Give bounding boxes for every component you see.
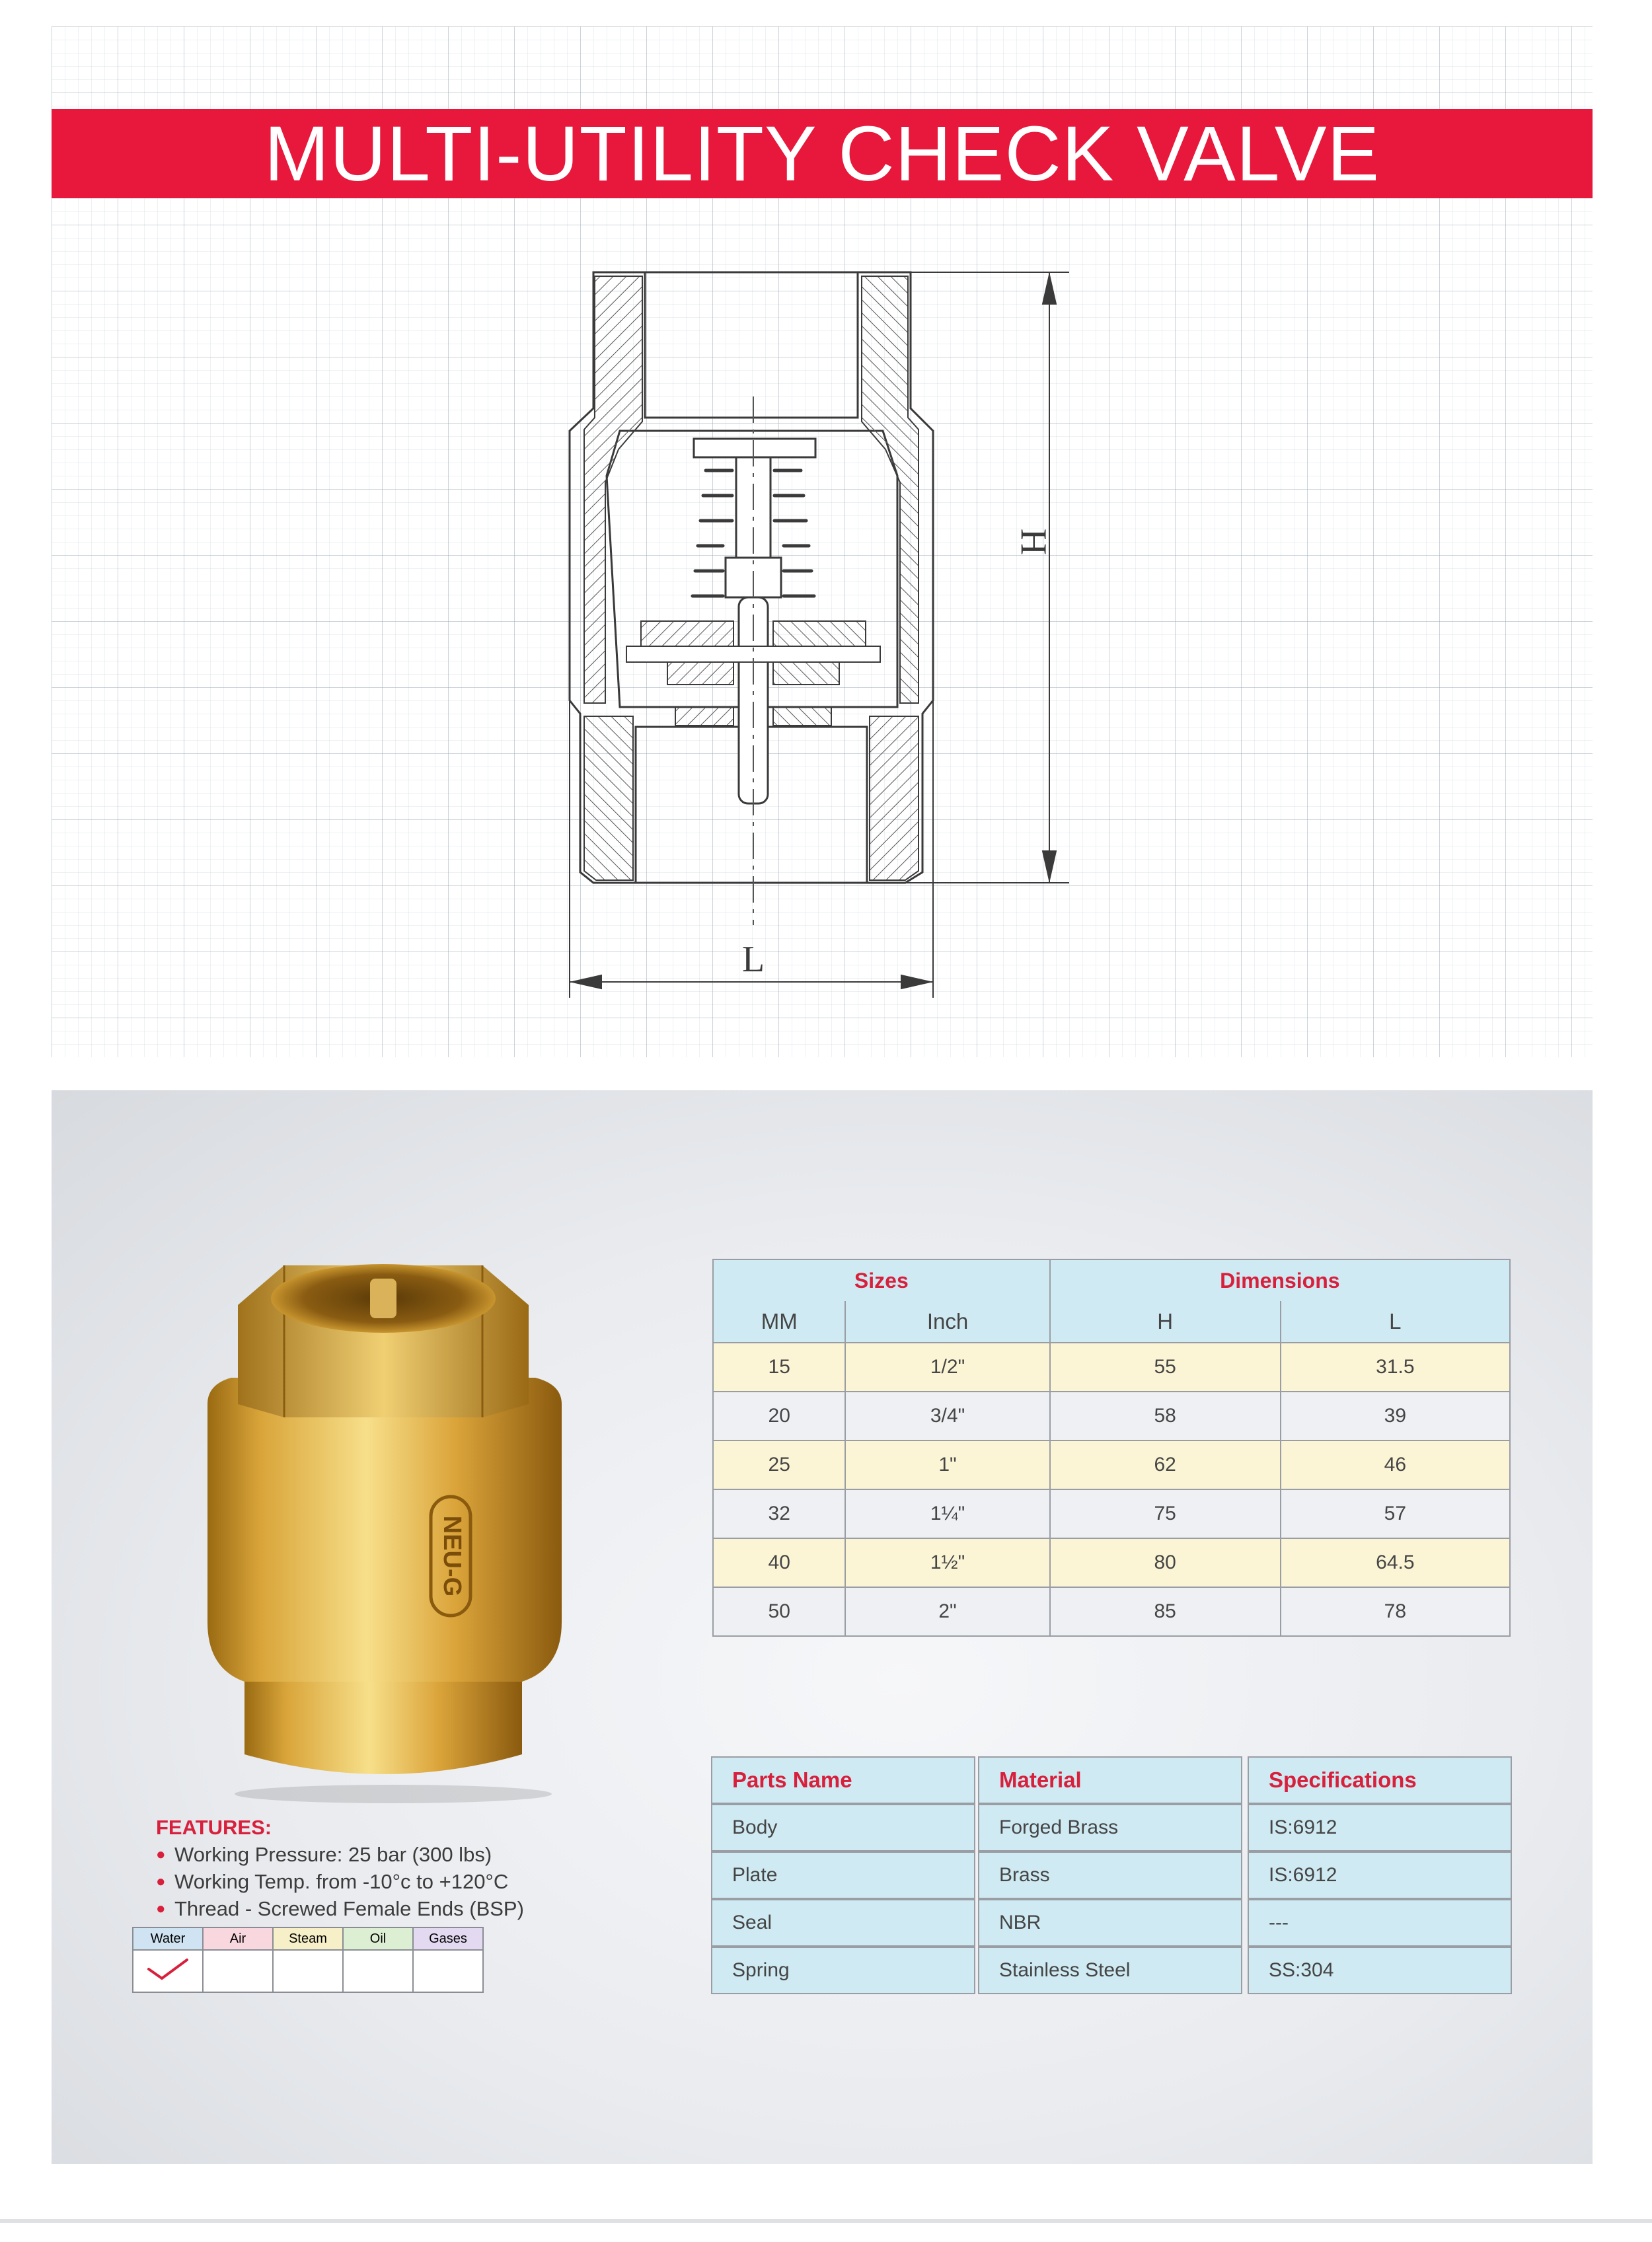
media-gases: Gases [413, 1927, 483, 1950]
cell-material: Forged Brass [978, 1804, 1242, 1851]
cell-spec: --- [1248, 1899, 1512, 1947]
bullet-icon: ● [156, 1873, 166, 1890]
media-gases-cell [413, 1950, 483, 1992]
cell-material: NBR [978, 1899, 1242, 1947]
check-mark-icon [145, 1956, 191, 1982]
table-row [713, 1538, 1510, 1587]
column-header-l: L [1281, 1301, 1510, 1343]
feature-item [156, 1869, 524, 1896]
cell-inch: 1/2" [845, 1343, 1049, 1392]
material-column [978, 1756, 1242, 1999]
table-row [713, 1440, 1510, 1489]
feature-text: Working Pressure: 25 bar (300 lbs) [174, 1843, 492, 1866]
features-title: FEATURES: [156, 1816, 272, 1839]
cell-mm: 50 [713, 1587, 845, 1636]
feature-text: Thread - Screwed Female Ends (BSP) [174, 1897, 524, 1920]
media-steam-cell [273, 1950, 343, 1992]
cell-material: Brass [978, 1851, 1242, 1899]
sizes-header: Sizes [713, 1259, 1050, 1301]
brass-valve-photo [192, 1252, 582, 1807]
dimension-h-label: H [1013, 528, 1054, 556]
bullet-icon: ● [156, 1900, 166, 1918]
specifications-column [1248, 1756, 1512, 1999]
cell-l: 39 [1281, 1392, 1510, 1440]
table-row [713, 1587, 1510, 1636]
media-water-cell [133, 1950, 203, 1992]
cell-part: Plate [711, 1851, 975, 1899]
table-row [713, 1343, 1510, 1392]
dimensions-header: Dimensions [1050, 1259, 1510, 1301]
cell-spec: IS:6912 [1248, 1851, 1512, 1899]
column-header-h: H [1050, 1301, 1281, 1343]
cell-h: 80 [1050, 1538, 1281, 1587]
media-steam: Steam [273, 1927, 343, 1950]
cell-mm: 40 [713, 1538, 845, 1587]
features-block [156, 1816, 524, 1924]
media-water: Water [133, 1927, 203, 1950]
cell-l: 64.5 [1281, 1538, 1510, 1587]
page-bottom-edge [0, 2219, 1652, 2223]
parts-name-column [711, 1756, 975, 1999]
cell-inch: 3/4" [845, 1392, 1049, 1440]
cell-part: Seal [711, 1899, 975, 1947]
cell-l: 46 [1281, 1440, 1510, 1489]
cell-inch: 2" [845, 1587, 1049, 1636]
parts-table [711, 1756, 1512, 1999]
cell-mm: 20 [713, 1392, 845, 1440]
column-header-specifications: Specifications [1248, 1756, 1512, 1804]
cell-spec: IS:6912 [1248, 1804, 1512, 1851]
cell-spec: SS:304 [1248, 1947, 1512, 1994]
cell-part: Spring [711, 1947, 975, 1994]
column-header-parts-name: Parts Name [711, 1756, 975, 1804]
table-row [713, 1489, 1510, 1538]
cell-l: 31.5 [1281, 1343, 1510, 1392]
feature-item [156, 1896, 524, 1924]
page-title: MULTI-UTILITY CHECK VALVE [264, 110, 1380, 198]
column-header-inch: Inch [845, 1301, 1049, 1343]
cell-inch: 1½" [845, 1538, 1049, 1587]
media-air-cell [203, 1950, 273, 1992]
cell-h: 55 [1050, 1343, 1281, 1392]
column-header-mm: MM [713, 1301, 845, 1343]
cell-h: 58 [1050, 1392, 1281, 1440]
cell-l: 78 [1281, 1587, 1510, 1636]
media-air: Air [203, 1927, 273, 1950]
media-oil-cell [343, 1950, 413, 1992]
brand-mark: NEU-G [437, 1515, 466, 1597]
dimensions-table [712, 1259, 1511, 1637]
column-header-material: Material [978, 1756, 1242, 1804]
media-oil: Oil [343, 1927, 413, 1950]
feature-item [156, 1842, 524, 1869]
cell-h: 62 [1050, 1440, 1281, 1489]
cell-mm: 25 [713, 1440, 845, 1489]
cell-l: 57 [1281, 1489, 1510, 1538]
media-suitability-table [132, 1927, 484, 1993]
feature-text: Working Temp. from -10°c to +120°C [174, 1870, 509, 1893]
table-row [713, 1392, 1510, 1440]
cell-part: Body [711, 1804, 975, 1851]
cell-mm: 15 [713, 1343, 845, 1392]
cell-h: 85 [1050, 1587, 1281, 1636]
dimension-l-label: L [741, 939, 765, 980]
bullet-icon: ● [156, 1846, 166, 1863]
cell-mm: 32 [713, 1489, 845, 1538]
cell-h: 75 [1050, 1489, 1281, 1538]
cell-inch: 1" [845, 1440, 1049, 1489]
title-bar [52, 109, 1593, 198]
cell-inch: 1¼" [845, 1489, 1049, 1538]
cell-material: Stainless Steel [978, 1947, 1242, 1994]
